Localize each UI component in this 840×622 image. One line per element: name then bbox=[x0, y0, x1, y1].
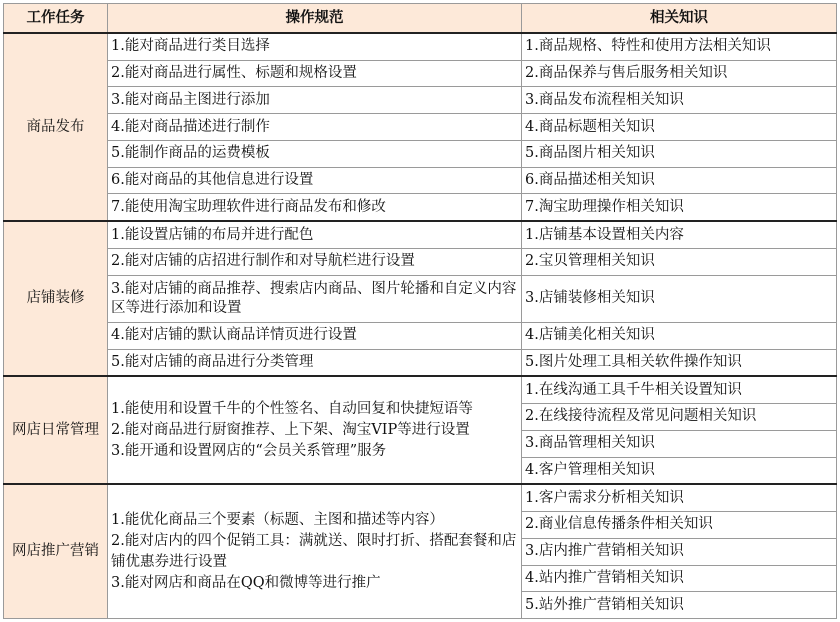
knowledge-cell: 3.商品发布流程相关知识 bbox=[522, 87, 837, 114]
task-cell: 网店推广营销 bbox=[4, 484, 108, 618]
knowledge-cell: 3.商品管理相关知识 bbox=[522, 430, 837, 457]
table-row bbox=[4, 140, 837, 167]
spec-line: 3.能开通和设置网店的“会员关系管理”服务 bbox=[111, 442, 387, 459]
header-knowledge: 相关知识 bbox=[522, 4, 837, 34]
knowledge-cell: 1.客户需求分析相关知识 bbox=[522, 484, 837, 511]
knowledge-cell: 2.宝贝管理相关知识 bbox=[522, 248, 837, 275]
spec-cell: 2.能对商品进行属性、标题和规格设置 bbox=[108, 60, 522, 87]
knowledge-cell: 1.在线沟通工具千牛相关设置知识 bbox=[522, 376, 837, 403]
spec-cell: 4.能对店铺的默认商品详情页进行设置 bbox=[108, 322, 522, 349]
work-standards-table bbox=[3, 3, 837, 619]
spec-cell: 3.能对商品主图进行添加 bbox=[108, 87, 522, 114]
spec-cell: 2.能对店铺的店招进行制作和对导航栏进行设置 bbox=[108, 248, 522, 275]
table-row bbox=[4, 114, 837, 141]
spec-line: 1.能使用和设置千牛的个性签名、自动回复和快捷短语等 bbox=[111, 400, 473, 417]
table-row bbox=[4, 484, 837, 511]
spec-cell: 6.能对商品的其他信息进行设置 bbox=[108, 167, 522, 194]
knowledge-cell: 2.商品保养与售后服务相关知识 bbox=[522, 60, 837, 87]
knowledge-cell: 5.商品图片相关知识 bbox=[522, 140, 837, 167]
table-row bbox=[4, 322, 837, 349]
spec-line: 2.能对商品进行厨窗推荐、上下架、淘宝VIP等进行设置 bbox=[111, 421, 470, 438]
knowledge-cell: 3.店铺装修相关知识 bbox=[522, 275, 837, 322]
knowledge-cell: 5.站外推广营销相关知识 bbox=[522, 592, 837, 619]
spec-cell: 1.能设置店铺的布局并进行配色 bbox=[108, 221, 522, 248]
knowledge-cell: 6.商品描述相关知识 bbox=[522, 167, 837, 194]
header-row bbox=[4, 4, 837, 34]
spec-cell bbox=[108, 484, 522, 618]
table-row bbox=[4, 221, 837, 248]
section-promotion-marketing bbox=[4, 484, 837, 618]
spec-cell: 3.能对店铺的商品推荐、搜索店内商品、图片轮播和自定义内容区等进行添加和设置 bbox=[108, 275, 522, 322]
section-product-publish bbox=[4, 33, 837, 221]
spec-cell bbox=[108, 376, 522, 484]
header-spec: 操作规范 bbox=[108, 4, 522, 34]
spec-cell: 1.能对商品进行类目选择 bbox=[108, 33, 522, 60]
spec-line: 1.能优化商品三个要素（标题、主图和描述等内容） bbox=[111, 511, 444, 528]
knowledge-cell: 4.店铺美化相关知识 bbox=[522, 322, 837, 349]
spec-cell: 5.能对店铺的商品进行分类管理 bbox=[108, 349, 522, 376]
spec-cell: 7.能使用淘宝助理软件进行商品发布和修改 bbox=[108, 194, 522, 221]
table-row bbox=[4, 167, 837, 194]
table-row bbox=[4, 275, 837, 322]
section-store-decoration bbox=[4, 221, 837, 376]
table-row bbox=[4, 33, 837, 60]
table-row bbox=[4, 349, 837, 376]
task-cell: 商品发布 bbox=[4, 33, 108, 221]
spec-line: 2.能对店内的四个促销工具：满就送、限时打折、搭配套餐和店铺优惠券进行设置 bbox=[111, 532, 517, 570]
knowledge-cell: 2.商业信息传播条件相关知识 bbox=[522, 512, 837, 539]
task-cell: 网店日常管理 bbox=[4, 376, 108, 484]
table-row bbox=[4, 60, 837, 87]
header-task: 工作任务 bbox=[4, 4, 108, 34]
knowledge-cell: 4.客户管理相关知识 bbox=[522, 457, 837, 484]
spec-cell: 4.能对商品描述进行制作 bbox=[108, 114, 522, 141]
task-cell: 店铺装修 bbox=[4, 221, 108, 376]
table-row bbox=[4, 194, 837, 221]
knowledge-cell: 5.图片处理工具相关软件操作知识 bbox=[522, 349, 837, 376]
knowledge-cell: 3.店内推广营销相关知识 bbox=[522, 538, 837, 565]
knowledge-cell: 7.淘宝助理操作相关知识 bbox=[522, 194, 837, 221]
knowledge-cell: 1.商品规格、特性和使用方法相关知识 bbox=[522, 33, 837, 60]
knowledge-cell: 2.在线接待流程及常见问题相关知识 bbox=[522, 404, 837, 431]
spec-cell: 5.能制作商品的运费模板 bbox=[108, 140, 522, 167]
knowledge-cell: 4.站内推广营销相关知识 bbox=[522, 565, 837, 592]
knowledge-cell: 1.店铺基本设置相关内容 bbox=[522, 221, 837, 248]
table-row bbox=[4, 376, 837, 403]
spec-line: 3.能对网店和商品在QQ和微博等进行推广 bbox=[111, 574, 381, 591]
section-daily-management bbox=[4, 376, 837, 484]
table-row bbox=[4, 87, 837, 114]
knowledge-cell: 4.商品标题相关知识 bbox=[522, 114, 837, 141]
table-row bbox=[4, 248, 837, 275]
